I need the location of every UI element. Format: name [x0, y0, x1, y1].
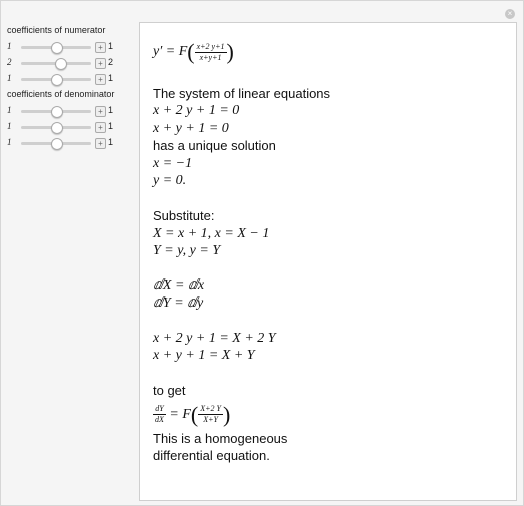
equation-2: x + y + 1 = 0	[153, 120, 229, 136]
homogeneous-text-1: This is a homogeneous	[153, 430, 288, 446]
slider-thumb[interactable]	[51, 122, 63, 134]
slider-track[interactable]	[21, 110, 91, 113]
equation-1: x + 2 y + 1 = 0	[153, 103, 240, 118]
plus-icon[interactable]: +	[95, 42, 106, 53]
plus-icon[interactable]: +	[95, 106, 106, 117]
slider-min-label: 1	[7, 73, 12, 83]
transform-2: x + y + 1 = X + Y	[153, 348, 255, 363]
numerator-sliders	[7, 39, 137, 87]
plus-icon[interactable]: +	[95, 138, 106, 149]
plus-icon[interactable]: +	[95, 122, 106, 133]
system-heading: The system of linear equations	[153, 85, 331, 101]
final-formula: $\frac{dY}{dX}$ = F( $\frac{X+2 Y}{X+Y}$ )	[155, 401, 231, 427]
slider-min-label: 1	[7, 121, 12, 131]
slider-thumb[interactable]	[55, 58, 67, 70]
slider-thumb[interactable]	[51, 106, 63, 118]
slider-min-label: 1	[7, 105, 12, 115]
controls-panel	[7, 23, 137, 151]
ode-lhs: y′ = F	[153, 44, 188, 60]
slider-value: 1	[108, 105, 114, 115]
ode-fraction	[195, 42, 227, 63]
slider-value: 2	[108, 57, 114, 67]
ode-formula: y′ = F( $\frac{x+2 y+1}{x+y+1}$ )	[153, 39, 234, 64]
substitution-1: X = x + 1, x = X − 1	[153, 225, 270, 241]
substitution-2: Y = y, y = Y	[153, 243, 221, 258]
slider-track[interactable]	[21, 46, 91, 49]
transform-1: x + 2 y + 1 = X + 2 Y	[153, 330, 276, 346]
slider-value: 1	[108, 73, 114, 83]
denominator-slider-3[interactable]	[7, 135, 137, 151]
final-denominator: X+Y	[203, 415, 218, 424]
slider-track[interactable]	[21, 142, 91, 145]
denominator-slider-2[interactable]	[7, 119, 137, 135]
close-icon[interactable]: ×	[505, 9, 515, 19]
differential-1: ⅆX = ⅆx	[153, 278, 205, 293]
slider-value: 1	[108, 41, 114, 51]
slider-track[interactable]	[21, 62, 91, 65]
solution-y: y = 0.	[153, 173, 187, 188]
plus-icon[interactable]: +	[95, 58, 106, 69]
denominator-sliders	[7, 103, 137, 151]
numerator-slider-3[interactable]	[7, 71, 137, 87]
plus-icon[interactable]: +	[95, 74, 106, 85]
final-fraction	[198, 404, 223, 425]
slider-thumb[interactable]	[51, 138, 63, 150]
slider-value: 1	[108, 121, 114, 131]
numerator-label: coefficients of numerator	[7, 25, 106, 35]
denominator-slider-1[interactable]	[7, 103, 137, 119]
denominator-label: coefficients of denominator	[7, 89, 115, 99]
slider-thumb[interactable]	[51, 42, 63, 54]
slider-min-label: 1	[7, 41, 12, 51]
slider-min-label: 2	[7, 57, 12, 67]
derivative-denominator: dX	[155, 415, 164, 424]
substitute-label: Substitute:	[153, 208, 215, 223]
slider-track[interactable]	[21, 126, 91, 129]
to-get-label: to get	[153, 383, 186, 398]
derivative-numerator: dY	[153, 404, 166, 415]
slider-value: 1	[108, 137, 114, 147]
ode-denominator: x+y+1	[199, 52, 222, 62]
homogeneous-text-2: differential equation.	[153, 448, 270, 463]
final-numerator: X+2 Y	[200, 404, 221, 413]
differential-2: ⅆY = ⅆy	[153, 295, 204, 311]
unique-solution-text: has a unique solution	[153, 138, 276, 153]
solution-x: x = −1	[153, 155, 193, 171]
slider-track[interactable]	[21, 78, 91, 81]
derivative-fraction	[153, 404, 166, 425]
numerator-slider-2[interactable]	[7, 55, 137, 71]
numerator-slider-1[interactable]	[7, 39, 137, 55]
ode-numerator: x+2 y+1	[196, 41, 225, 51]
final-eq: = F	[169, 406, 191, 422]
slider-thumb[interactable]	[51, 74, 63, 86]
slider-min-label: 1	[7, 137, 12, 147]
output-panel	[139, 22, 517, 501]
